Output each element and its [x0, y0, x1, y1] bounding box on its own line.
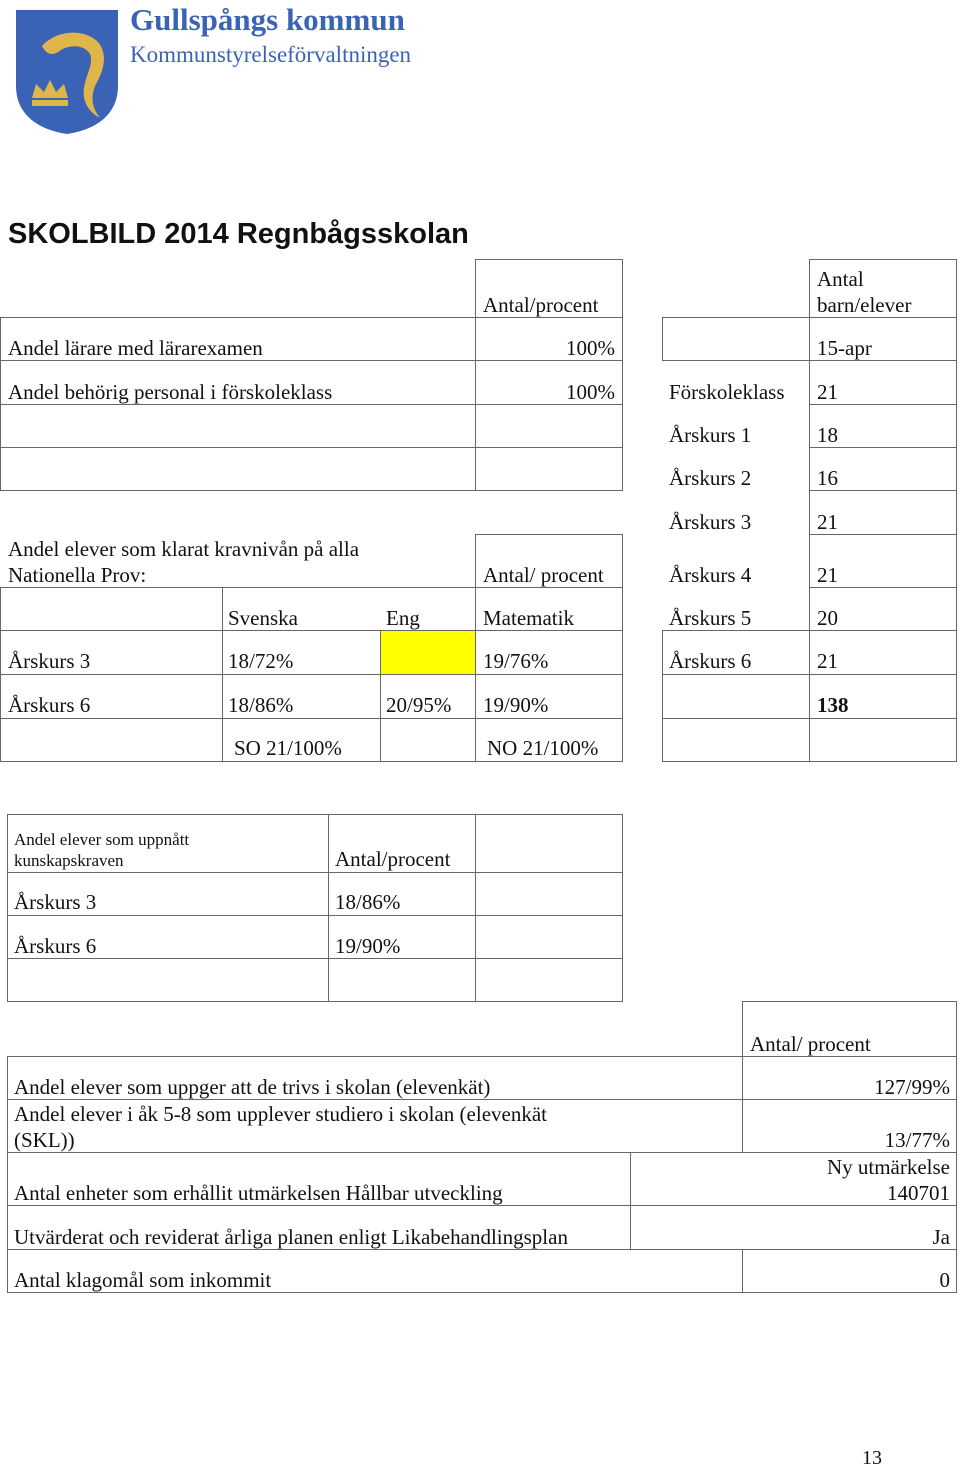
grid-line [809, 259, 810, 762]
subject-header: Matematik [483, 606, 574, 630]
grid-line [622, 534, 623, 762]
grid-line [7, 814, 8, 1002]
grid-line [475, 259, 476, 491]
grid-line [7, 1205, 957, 1206]
survey-row-label: Antal enheter som erhållit utmärkelsen Hållbar utveckling [14, 1181, 503, 1205]
staff-row-label: Andel behörig personal i förskoleklass [8, 380, 333, 404]
grid-line [630, 1152, 631, 1250]
grade-count: 21 [817, 380, 838, 404]
grid-line [956, 1001, 957, 1293]
pupils-header: Antal [817, 267, 864, 291]
page-title: SKOLBILD 2014 Regnbågsskolan [8, 218, 469, 250]
grade-label: Förskoleklass [669, 380, 785, 404]
nt-cell: 20/95% [386, 693, 452, 717]
survey-row-value: 127/99% [874, 1075, 950, 1099]
grid-line [475, 534, 476, 762]
grade-count: 20 [817, 606, 838, 630]
grid-line [7, 872, 623, 873]
dept-name: Kommunstyrelseförvaltningen [130, 42, 412, 67]
knowledge-col-header: Antal/procent [335, 847, 451, 871]
subject-header: Svenska [228, 606, 298, 630]
grid-line [742, 1249, 743, 1293]
grade-label: Årskurs 5 [669, 606, 752, 630]
so-result: SO 21/100% [234, 736, 342, 760]
grid-line [0, 490, 623, 491]
survey-row-value: Ja [932, 1225, 950, 1249]
grid-line [7, 1292, 957, 1293]
grid-line [0, 447, 623, 448]
nt-row-label: Årskurs 6 [8, 693, 91, 717]
survey-row-label: Andel elever som uppger att de trivs i skolan (elevenkät) [14, 1075, 491, 1099]
org-name: Gullspångs kommun [130, 2, 405, 37]
knowledge-row-label: Årskurs 3 [14, 890, 97, 914]
grid-line [7, 958, 623, 959]
grid-line [622, 814, 623, 1002]
grid-line [0, 630, 623, 631]
staff-row-value: 100% [566, 336, 615, 360]
survey-row-label: (SKL)) [14, 1128, 75, 1152]
grid-line [0, 587, 623, 588]
knowledge-row-value: 19/90% [335, 934, 401, 958]
grid-line [0, 317, 1, 491]
grid-line [0, 404, 623, 405]
survey-row-label: Andel elever i åk 5-8 som upplever studiero i skolan (elevenkät [14, 1102, 547, 1126]
grid-line [0, 674, 623, 675]
grade-count: 16 [817, 466, 838, 490]
grid-line [742, 1001, 743, 1153]
grade-count: 21 [817, 563, 838, 587]
grade-count: 21 [817, 510, 838, 534]
grid-line [475, 259, 623, 260]
grid-line [809, 534, 957, 535]
survey-col-header: Antal/ procent [750, 1032, 871, 1056]
national-tests-col-header: Antal/ procent [483, 563, 604, 587]
national-tests-label: Nationella Prov: [8, 563, 147, 587]
grid-line [809, 447, 957, 448]
highlighted-cell [381, 631, 475, 674]
grid-line [328, 814, 329, 1002]
grid-line [475, 534, 623, 535]
grid-line [956, 259, 957, 762]
grid-line [0, 718, 623, 719]
grid-line [809, 259, 957, 260]
nt-cell: 19/76% [483, 649, 549, 673]
staff-col-header: Antal/procent [483, 293, 599, 317]
nt-cell: 18/86% [228, 693, 294, 717]
grid-line [7, 1056, 957, 1057]
grid-line [7, 1001, 623, 1002]
survey-row-value: 13/77% [884, 1128, 950, 1152]
grid-line [742, 1001, 957, 1002]
pupils-total: 138 [817, 693, 849, 717]
grid-line [662, 317, 663, 361]
subject-header: Eng [386, 606, 420, 630]
grade-label: Årskurs 3 [669, 510, 752, 534]
grade-count: 18 [817, 423, 838, 447]
grid-line [0, 761, 623, 762]
grid-line [622, 259, 623, 491]
grid-line [7, 915, 623, 916]
grid-line [7, 1099, 957, 1100]
survey-row-label: Antal klagomål som inkommit [14, 1268, 272, 1292]
knowledge-label: kunskapskraven [14, 851, 124, 870]
coat-of-arms-logo [12, 8, 122, 136]
grid-line [7, 1056, 8, 1293]
knowledge-row-label: Årskurs 6 [14, 934, 97, 958]
knowledge-row-value: 18/86% [335, 890, 401, 914]
grade-label: Årskurs 1 [669, 423, 752, 447]
survey-row-value: 0 [939, 1268, 950, 1292]
grid-line [475, 814, 476, 1002]
staff-row-value: 100% [566, 380, 615, 404]
survey-row-value: Ny utmärkelse [826, 1155, 950, 1179]
grade-label: Årskurs 4 [669, 563, 752, 587]
grade-label: Årskurs 6 [669, 649, 752, 673]
grid-line [809, 404, 957, 405]
grade-label: Årskurs 2 [669, 466, 752, 490]
grid-line [0, 317, 623, 318]
pupils-header: barn/elever [817, 293, 912, 317]
grid-line [809, 587, 957, 588]
grid-line [7, 1249, 957, 1250]
grid-line [0, 587, 1, 762]
pupils-date: 15-apr [817, 336, 872, 360]
grid-line [7, 814, 623, 815]
knowledge-label: Andel elever som uppnått [14, 830, 190, 849]
page-number: 13 [862, 1447, 882, 1468]
grid-line [809, 490, 957, 491]
survey-row-label: Utvärderat och reviderat årliga planen enligt Likabehandlingsplan [14, 1225, 568, 1249]
grid-line [662, 630, 663, 762]
nt-cell: 19/90% [483, 693, 549, 717]
nt-cell: 18/72% [228, 649, 294, 673]
nt-row-label: Årskurs 3 [8, 649, 91, 673]
no-result: NO 21/100% [487, 736, 599, 760]
national-tests-label: Andel elever som klarat kravnivån på alla [8, 537, 360, 561]
survey-row-value: 140701 [887, 1181, 950, 1205]
grid-line [7, 1152, 957, 1153]
staff-row-label: Andel lärare med lärarexamen [8, 336, 263, 360]
grid-line [222, 587, 223, 762]
grade-count: 21 [817, 649, 838, 673]
grid-line [0, 360, 623, 361]
